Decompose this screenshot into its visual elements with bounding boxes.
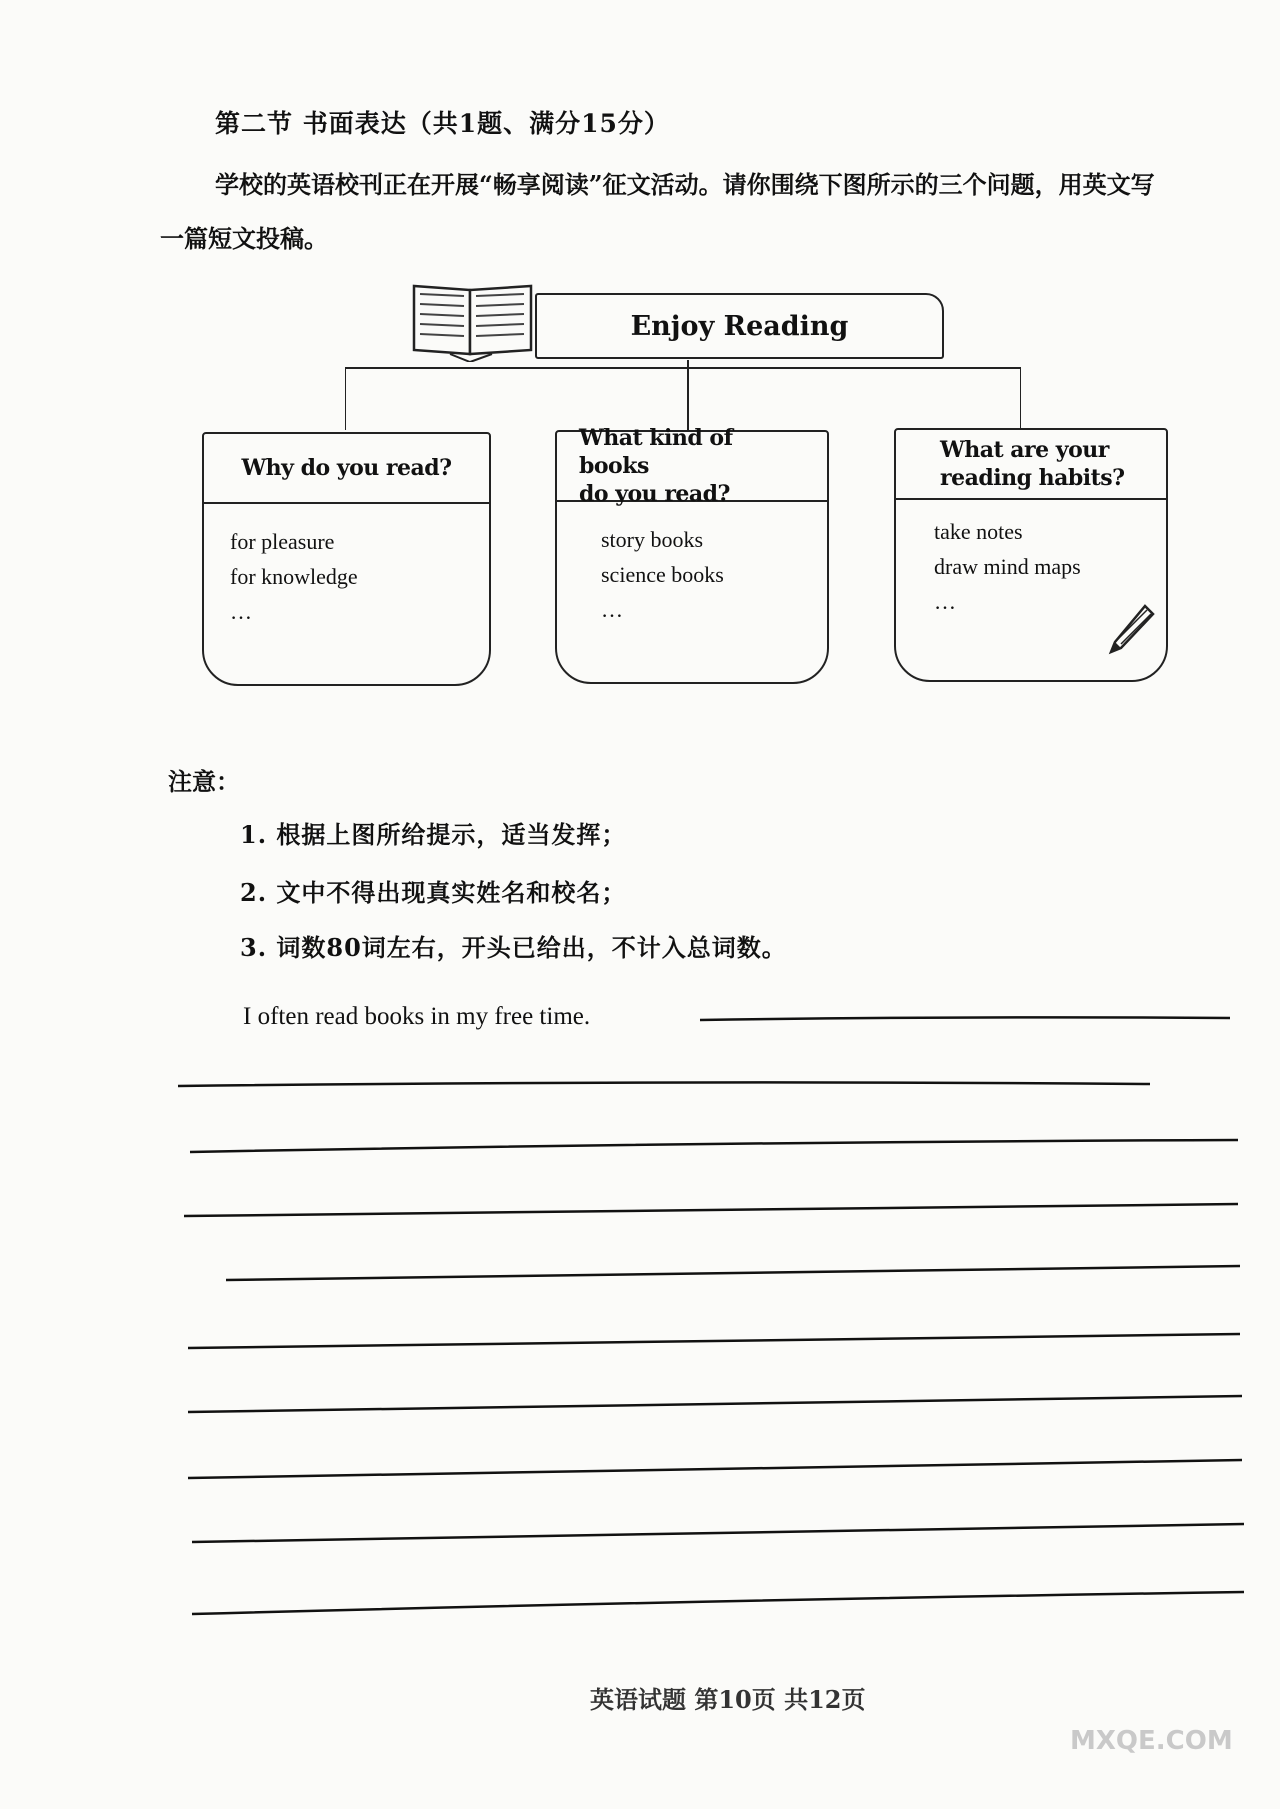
card-question [896,430,1166,500]
card-question-line: do you read? [579,481,730,507]
card-kind-of-books [555,425,829,684]
card-item: science books [601,562,724,587]
note-item: 1. 根据上图所给提示，适当发挥； [240,820,627,849]
pencil-icon [1105,602,1157,658]
page-footer: 英语试题 第10页 共12页 [590,1685,866,1714]
mindmap-title: Enjoy Reading [535,293,944,359]
mindmap-connector-lines [345,360,1021,430]
card-item: for knowledge [230,564,358,589]
card-question [557,425,827,507]
card-item: draw mind maps [934,554,1081,579]
card-item: take notes [934,519,1023,544]
section-title: 第二节 书面表达（共1题、满分15分） [215,109,670,138]
card-why-read [202,432,491,686]
card-question: Why do you read? [204,434,489,504]
watermark: MXQE.COM [1070,1726,1233,1756]
card-item: for pleasure [230,529,335,554]
card-question-line: reading habits? [940,465,1125,491]
note-item: 3. 词数80词左右，开头已给出，不计入总词数。 [240,933,787,962]
notes-label: 注意： [168,767,240,796]
card-question-line: What kind of books [579,425,733,479]
writing-lines[interactable] [170,990,1250,1650]
task-instructions: 学校的英语校刊正在开展“畅享阅读”征文活动。请你围绕下图所示的三个问题，用英文写一篇短文投稿。 [160,170,1155,253]
card-item: … [230,599,252,624]
writing-opening: I often read books in my free time. [243,1003,591,1030]
card-item: … [601,597,623,622]
note-item: 2. 文中不得出现真实姓名和校名； [240,878,627,907]
card-item: story books [601,527,704,552]
book-icon [410,280,535,362]
card-item: … [934,589,956,614]
card-question-line: What are your [940,437,1109,463]
